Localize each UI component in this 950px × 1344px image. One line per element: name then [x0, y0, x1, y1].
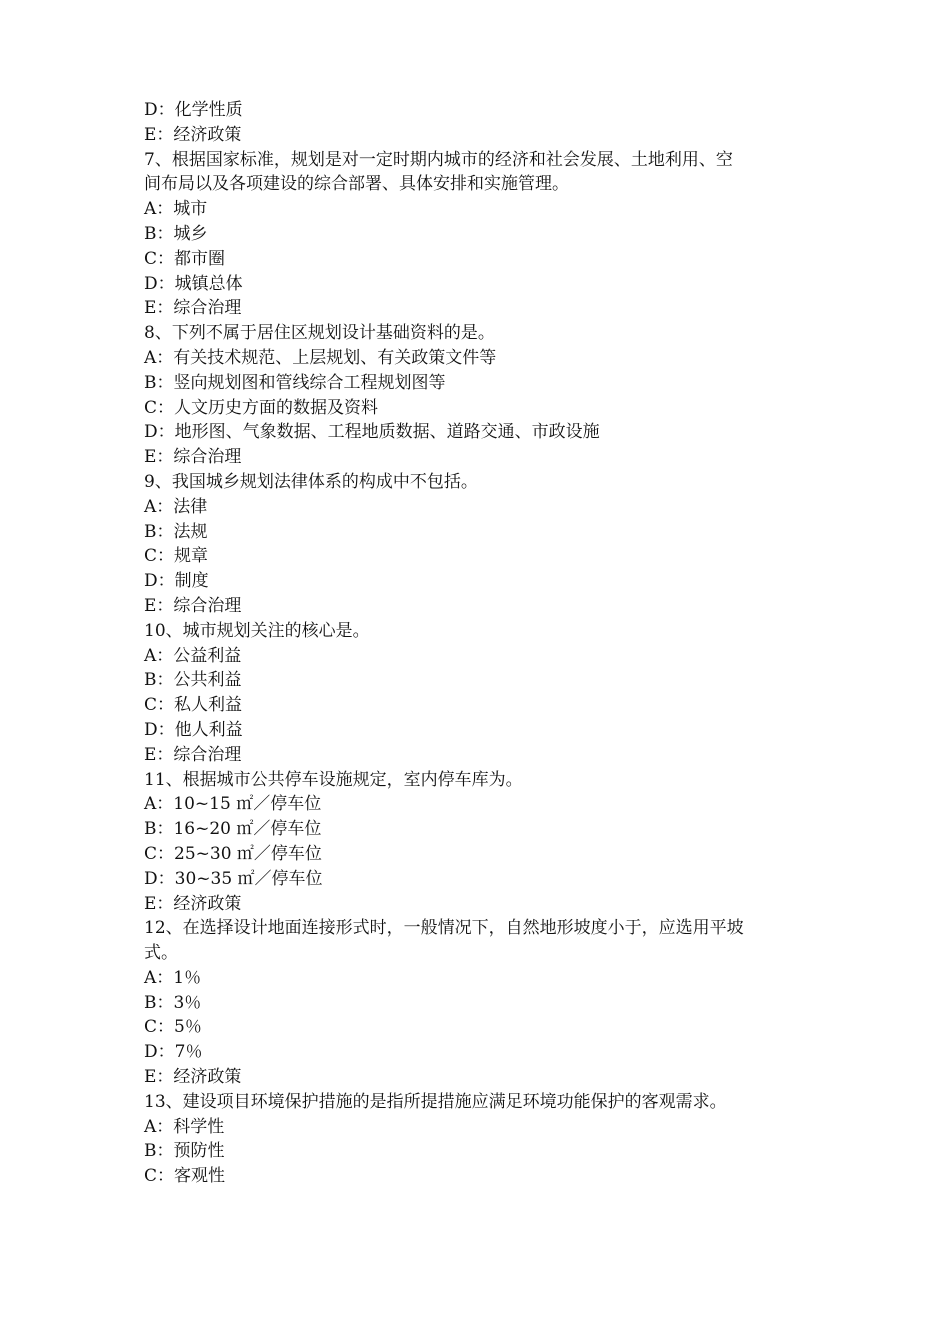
question-8: 8、下列不属于居住区规划设计基础资料的是。 — [144, 323, 495, 344]
q8-option-e: E：综合治理 — [144, 447, 242, 468]
question-12-line-1: 12、在选择设计地面连接形式时，一般情况下，自然地形坡度小于，应选用平坡 — [144, 918, 744, 939]
q12-option-c: C：5％ — [144, 1017, 202, 1038]
q12-option-a: A：1％ — [144, 967, 202, 988]
question-9: 9、我国城乡规划法律体系的构成中不包括。 — [144, 471, 478, 492]
q7-option-c: C：都市圈 — [144, 248, 226, 269]
q12-option-e: E：经济政策 — [144, 1067, 242, 1088]
q13-option-c: C：客观性 — [144, 1166, 226, 1187]
option-e-line: E：经济政策 — [144, 124, 242, 145]
q12-option-b: B：3％ — [144, 992, 202, 1013]
q10-option-d: D：他人利益 — [144, 719, 243, 740]
question-10: 10、城市规划关注的核心是。 — [144, 620, 370, 641]
option-d-line: D：化学性质 — [144, 100, 243, 120]
q9-option-b: B：法规 — [144, 521, 208, 542]
q11-option-c: C：25~30 ㎡／停车位 — [144, 843, 322, 864]
q8-option-b: B：竖向规划图和管线综合工程规划图等 — [144, 372, 446, 393]
q9-option-a: A：法律 — [144, 496, 208, 517]
q10-option-a: A：公益利益 — [144, 645, 242, 666]
question-13: 13、建设项目环境保护措施的是指所提措施应满足环境功能保护的客观需求。 — [144, 1091, 727, 1112]
question-12-line-2: 式。 — [144, 943, 178, 964]
q13-option-b: B：预防性 — [144, 1141, 225, 1162]
document-body — [144, 98, 824, 1189]
q12-option-d: D：7％ — [144, 1042, 203, 1063]
q9-option-c: C：规章 — [144, 546, 209, 567]
q7-option-d: D：城镇总体 — [144, 273, 243, 294]
q7-option-b: B：城乡 — [144, 223, 208, 244]
q8-option-c: C：人文历史方面的数据及资料 — [144, 397, 379, 418]
q8-option-a: A：有关技术规范、上层规划、有关政策文件等 — [144, 347, 497, 368]
q11-option-a: A：10~15 ㎡／停车位 — [144, 794, 322, 815]
q9-option-d: D：制度 — [144, 571, 209, 592]
q13-option-a: A：科学性 — [144, 1116, 225, 1137]
q10-option-b: B：公共利益 — [144, 670, 242, 691]
q9-option-e: E：综合治理 — [144, 595, 242, 616]
q8-option-d: D：地形图、气象数据、工程地质数据、道路交通、市政设施 — [144, 422, 600, 443]
q7-option-a: A：城市 — [144, 199, 208, 220]
q11-option-b: B：16~20 ㎡／停车位 — [144, 819, 322, 840]
question-7-line-2: 间布局以及各项建设的综合部署、具体安排和实施管理。 — [144, 174, 569, 195]
question-11: 11、根据城市公共停车设施规定，室内停车库为。 — [144, 769, 523, 790]
q10-option-e: E：综合治理 — [144, 744, 242, 765]
question-7-line-1: 7、根据国家标准，规划是对一定时期内城市的经济和社会发展、土地利用、空 — [144, 149, 733, 170]
q10-option-c: C：私人利益 — [144, 695, 243, 716]
q7-option-e: E：综合治理 — [144, 298, 242, 319]
q11-option-e: E：经济政策 — [144, 893, 242, 914]
q11-option-d: D：30~35 ㎡／停车位 — [144, 868, 323, 889]
